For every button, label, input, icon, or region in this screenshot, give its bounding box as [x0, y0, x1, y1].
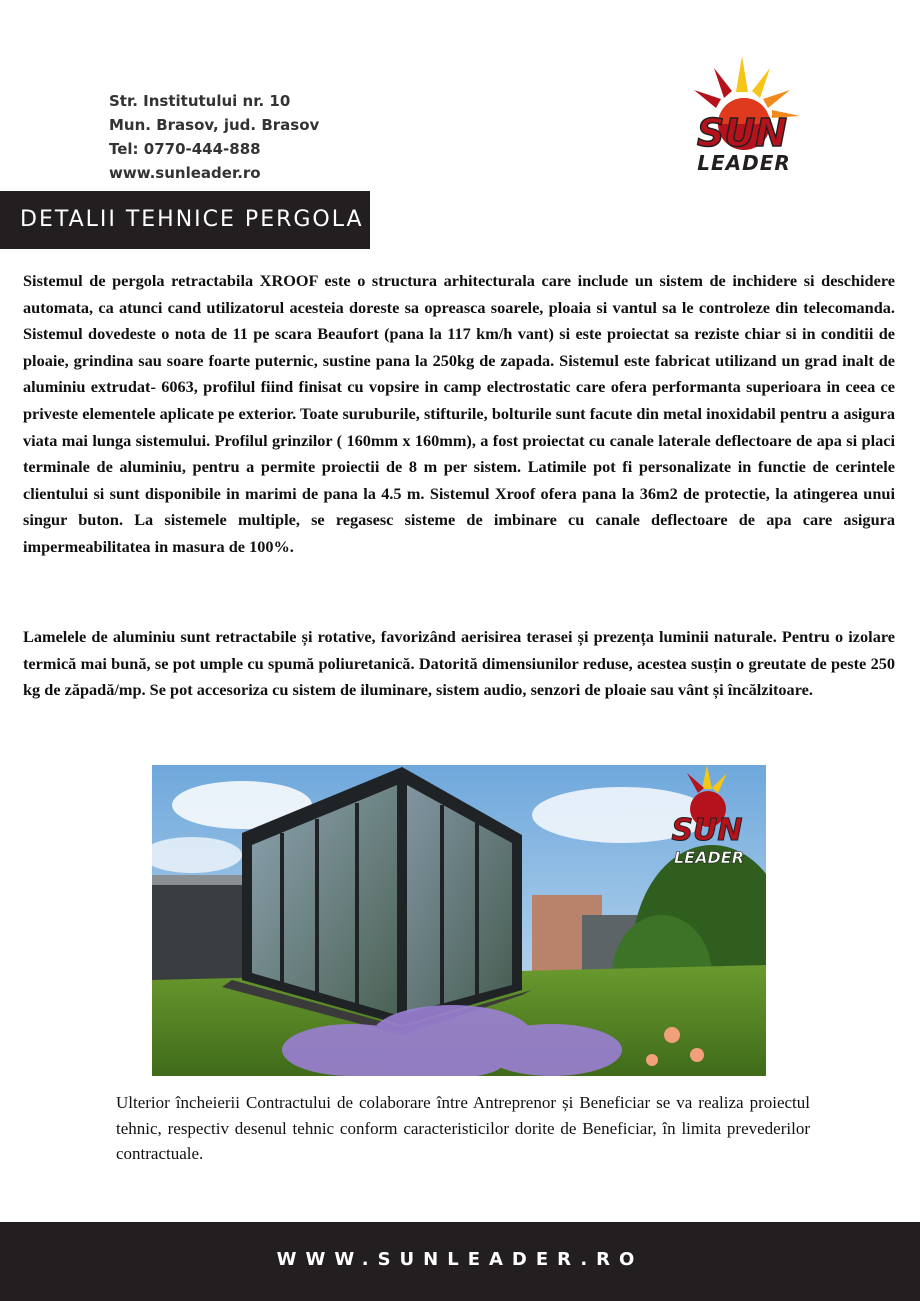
phone-number: Tel: 0770-444-888	[109, 140, 261, 158]
section-title: DETALII TEHNICE PERGOLA	[20, 207, 364, 232]
description-paragraph-1: Sistemul de pergola retractabila XROOF este o structura arhitecturala care include un sistem de inchidere si deschidere automata, ca atunci cand utilizatorul acesteia doreste sa opreasca soarele, ploaia si vantul sa le controleze din telecomanda. Sistemul dovedeste o nota de 11 pe scara Beaufort (pana la 117 km/h vant) si este proiectat sa reziste chiar si in conditii de ploaie, grindina sau soare foarte puternic, sustine pana la 250kg de zapada. Sistemul este fabricat utilizand un grad inalt de aluminiu extrudat- 6063, profilul fiind finisat cu vopsire in camp electrostatic care ofera performanta superioara in ceea ce priveste elementele aplicate pe exterior. Toate suruburile, stifturile, bolturile sunt facute din metal inoxidabil pentru a asigura viata mai lunga sistemului. Profilul grinzilor ( 160mm x 160mm), a fost proiectat cu canale laterale deflectoare de apa si placi terminale de aluminiu, pentru a permite proiectii de 8 m per sistem. Latimile pot fi personalizate in functie de cerintele clientului si sunt disponibile in marimi de pana la 4.5 m. Sistemul Xroof ofera pana la 36m2 de protectie, la atingerea unui singur buton. La sistemele multiple, se regasesc sisteme de imbinare cu canale deflectoare de apa care asigura impermeabilitatea in masura de 100%.	[23, 271, 895, 556]
footer-bar	[0, 1222, 920, 1301]
address-street: Str. Institutului nr. 10	[109, 92, 291, 110]
watermark-word-sun: SUN	[671, 813, 743, 848]
logo-word-sun: SUN	[696, 111, 788, 155]
pergola-photo	[152, 765, 766, 1076]
section-title-bar	[0, 191, 370, 249]
footer-website[interactable]: WWW.SUNLEADER.RO	[276, 1249, 644, 1270]
caption-text: Ulterior încheierii Contractului de colaborare între Antreprenor și Beneficiar se va realiza proiectul tehnic, respectiv desenul tehnic conform caracteristicilor dorite de Beneficiar, în limita prevederilor contractuale.	[116, 1093, 810, 1163]
website-link[interactable]: www.sunleader.ro	[109, 164, 261, 182]
sun-leader-logo	[672, 56, 812, 176]
contact-block	[109, 89, 319, 185]
watermark-word-leader: LEADER	[673, 848, 745, 867]
address-city: Mun. Brasov, jud. Brasov	[109, 116, 320, 134]
logo-word-leader: LEADER	[697, 151, 791, 175]
description-paragraph-2: Lamelele de aluminiu sunt retractabile și rotative, favorizând aerisirea terasei și prezența luminii naturale. Pentru o izolare termică mai bună, se pot umple cu spumă poliuretanică. Datorită dimensiunilor reduse, acestea susțin o greutate de peste 250 kg de zăpadă/mp. Se pot accesoriza cu sistem de iluminare, sistem audio, senzori de ploaie sau vânt și încălzitoare.	[23, 627, 895, 700]
